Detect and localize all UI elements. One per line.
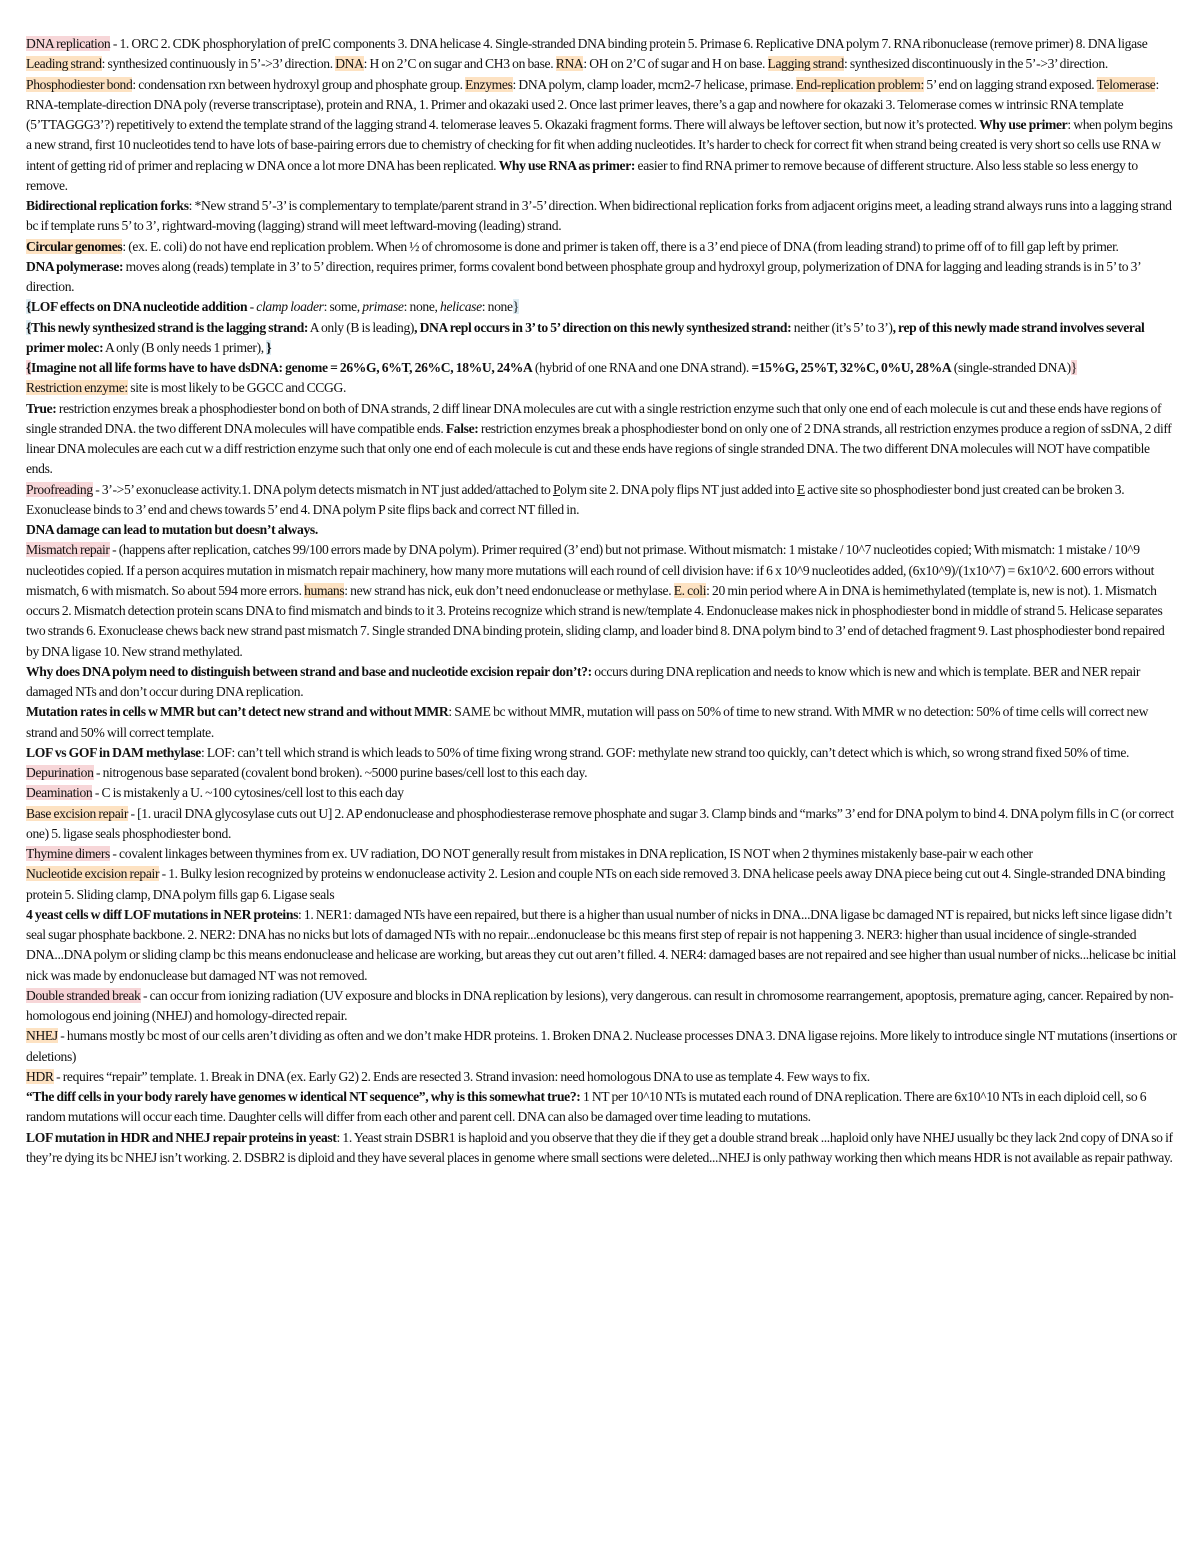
bold-term: 4 yeast cells w diff LOF mutations in NER proteins <box>26 906 299 922</box>
highlighted-term: Phosphodiester bond <box>26 76 133 92</box>
text-run: restriction enzymes break a phosphodiester bond on only one of 2 DNA strands, all restriction enzymes produce a region of ssDNA, 2 diff linear DNA molecules are each cut w a diff restriction enzyme such that only one end of each molecule is cut and these ends have regions of single stranded DNA. The two different DNA molecules will NOT have compatible ends. <box>26 420 1172 477</box>
note-paragraph <box>26 783 1178 803</box>
note-paragraph <box>26 480 1178 521</box>
text-run: (single-stranded DNA) <box>951 360 1071 375</box>
note-paragraph <box>26 844 1178 864</box>
note-paragraph <box>26 1087 1178 1128</box>
highlighted-term: Circular genomes <box>26 238 123 254</box>
highlighted-term: Lagging strand <box>767 56 844 72</box>
note-paragraph <box>26 905 1178 986</box>
text-run: A only (B is leading) <box>308 319 415 335</box>
text-run: site is most likely to be GGCC and CCGG. <box>127 380 347 396</box>
text-run: : *New strand 5’-3’ is complementary to template/parent strand in 3’-5’ direction. When bidirectional replication forks from adjacent origins meet, a leading strand always runs into a lagging strand bc if template runs 5’ to 3’, rightward-moving (lagging) strand will meet leftward-moving (leading) strand. <box>26 198 1172 234</box>
highlighted-term: Proofreading <box>26 481 93 497</box>
bold-term: , rep of this newly made strand involves several primer molec: <box>26 319 1145 355</box>
highlighted-term: } <box>266 339 272 355</box>
text-run: - <box>247 299 257 315</box>
bold-term: Bidirectional replication forks <box>26 198 189 213</box>
bold-term: Imagine not all life forms have to have dsDNA: genome = 26%G, 6%T, 26%C, 18%U, 24%A <box>31 360 533 375</box>
bold-term: False: <box>445 420 479 436</box>
bold-term: Why does DNA polym need to distinguish between strand and base and nucleotide excision repair don’t?: <box>26 663 592 679</box>
text-run: active site so phosphodiester bond just created can be broken 3. Exonuclease binds to 3’ end and chews towards 5’ end 4. DNA polym P site flips back and correct NT filled in. <box>26 481 1125 517</box>
italic-term: clamp loader <box>256 299 324 315</box>
bold-term: Mutation rates in cells w MMR but can’t detect new strand and without MMR <box>26 704 449 720</box>
note-paragraph <box>26 1026 1178 1067</box>
highlighted-term: Enzymes <box>465 76 513 92</box>
note-paragraph <box>26 864 1178 905</box>
highlighted-term: { <box>26 360 32 375</box>
highlighted-term: Mismatch repair <box>26 542 110 558</box>
bold-term: LOF vs GOF in DAM methylase <box>26 744 201 760</box>
bold-term: LOF mutation in HDR and NHEJ repair proteins in yeast <box>26 1129 337 1145</box>
text-run: : LOF: can’t tell which strand is which leads to 50% of time fixing wrong strand. GOF: methylate new strand too quickly, can’t detect which is which, so wrong strand fixed 50% of time. <box>200 744 1130 760</box>
bold-term: DNA damage can lead to mutation but doesn’t always. <box>26 522 318 537</box>
note-paragraph <box>26 257 1178 298</box>
text-run: - can occur from ionizing radiation (UV exposure and blocks in DNA replication by lesions), very dangerous. can result in chromosome rearrangement, apoptosis, premature aging, cancer. Repaired by non-homologous end joining (NHEJ) and homology-directed repair. <box>26 987 1174 1023</box>
highlighted-term: Telomerase <box>1096 76 1156 92</box>
text-run: : 20 min period where A in DNA is hemimethylated (template is, new is not). 1. Mismatch occurs 2. Mismatch detection protein scans DNA to find mismatch and binds to it 3. Proteins recognize which strand is new/template 4. Endonuclease makes nick in phosphodiester bond in middle of strand 5. Helicase separates two strands 6. Exonuclease chews back new strand past mismatch 7. Single stranded DNA binding protein, sliding clamp, and loader bind 8. DNA polym bind to 3’ end of detached fragment 9. Last phosphodiester bond repaired by DNA ligase 10. New strand methylated. <box>26 582 1165 659</box>
note-paragraph <box>26 702 1178 743</box>
text-run: - covalent linkages between thymines from ex. UV radiation, DO NOT generally result from mistakes in DNA replication, IS NOT when 2 thymines mistakenly base-pair w each other <box>109 846 1033 861</box>
highlighted-term: NHEJ <box>26 1028 58 1044</box>
italic-term: helicase <box>440 299 482 315</box>
text-run: olym site 2. DNA poly flips NT just added into <box>560 481 797 497</box>
text-run: neither (it’s 5’ to 3’) <box>791 319 893 335</box>
note-paragraph <box>26 34 1178 54</box>
note-paragraph <box>26 196 1178 237</box>
text-run: - C is mistakenly a U. ~100 cytosines/cell lost to this each day <box>92 785 404 801</box>
bold-term: =15%G, 25%T, 32%C, 0%U, 28%A <box>751 360 952 375</box>
highlighted-term: { <box>26 319 32 335</box>
text-run: - (happens after replication, catches 99/100 errors made by DNA polym). Primer required (3’ end) but not primase. Without mismatch: 1 mistake / 10^7 nucleotides copied; With mismatch: 1 mistake / 10^9 nucleotides copied. If a person acquires mutation in mismatch repair machinery, how many more mutations will each round of cell division have: if 6 x 10^9 nucleotides added, (6x10^9)/(1x10^7) = 6x10^2. 600 errors without mismatch, 6 with mismatch. So about 594 more errors. <box>26 542 1155 598</box>
text-run: 1 NT per 10^10 NTs is mutated each round of DNA replication. There are 6x10^10 NTs in each diploid cell, so 6 random mutations will occur each time. Daughter cells will differ from each other and parent cell. DNA can also be damaged over time leading to mutations. <box>26 1089 1147 1125</box>
bold-term: “The diff cells in your body rarely have genomes w identical NT sequence”, why is this somewhat true?: <box>26 1089 581 1104</box>
note-paragraph <box>26 743 1178 763</box>
text-run: : none <box>481 299 513 315</box>
highlighted-term: HDR <box>26 1068 54 1084</box>
text-run: occurs during DNA replication and needs to know which is new and which is template. BER and NER repair damaged NTs and don’t occur during DNA replication. <box>26 663 1141 699</box>
highlighted-term: humans <box>304 582 345 598</box>
bold-term: Why use RNA as primer: <box>498 157 636 173</box>
text-run: restriction enzymes break a phosphodiester bond on both of DNA strands, 2 diff linear DNA molecules are cut with a single restriction enzyme such that only one end of each molecule is cut and these ends have regions of single stranded DNA. the two different DNA molecules will have compatible ends. <box>26 400 1162 436</box>
underlined-letter: E <box>796 481 805 497</box>
note-paragraph <box>26 399 1178 480</box>
highlighted-term: Double stranded break <box>26 987 141 1003</box>
text-run: - nitrogenous base separated (covalent bond broken). ~5000 purine bases/cell lost to this each day. <box>93 765 588 780</box>
note-paragraph <box>26 986 1178 1027</box>
text-run: : synthesized continuously in 5’->3’ direction. <box>101 56 336 72</box>
text-run: : H on 2’C on sugar and CH3 on base. <box>363 56 556 72</box>
text-run: easier to find RNA primer to remove because of different structure. Also less stable so less energy to remove. <box>26 157 1138 193</box>
text-run: : RNA-template-direction DNA poly (reverse transcriptase), protein and RNA, 1. Primer and okazaki used 2. Once last primer leaves, there’s a gap and nowhere for okazaki 3. Telomerase comes w intrinsic RNA template (5’TTAGGG3’?) repetitively to extend the template strand of the lagging strand 4. telomerase leaves 5. Okazaki fragment forms. There will always be leftover section, but now it’s protected. <box>26 76 1159 132</box>
note-paragraph <box>26 237 1178 257</box>
highlighted-term: Base excision repair <box>26 805 129 821</box>
highlighted-term: } <box>1070 360 1077 375</box>
highlighted-term: Nucleotide excision repair <box>26 866 160 882</box>
bold-term: DNA polymerase: <box>26 258 124 274</box>
text-run: 5’ end on lagging strand exposed. <box>923 76 1097 92</box>
highlighted-term: DNA <box>335 56 364 72</box>
note-paragraph <box>26 1067 1178 1087</box>
text-run: - 1. Bulky lesion recognized by proteins w endonuclease activity 2. Lesion and couple NTs on each side removed 3. DNA helicase peels away DNA piece being cut out 4. Single-stranded DNA binding protein 5. Sliding clamp, DNA polym fills gap 6. Ligase seals <box>26 866 1166 902</box>
text-run: : new strand has nick, euk don’t need endonuclease or methylase. <box>344 582 674 598</box>
bold-term: Why use primer <box>979 117 1068 132</box>
text-run: : OH on 2’C of sugar and H on base. <box>583 56 768 72</box>
text-run: : SAME bc without MMR, mutation will pass on 50% of time to new strand. With MMR w no detection: 50% of time cells will correct new strand and 50% will correct template. <box>26 704 1149 740</box>
text-run: (hybrid of one RNA and one DNA strand). <box>532 360 752 375</box>
bold-term: LOF effects on DNA nucleotide addition <box>31 299 248 315</box>
text-run: : when polym begins a new strand, first 10 nucleotides tend to have lots of base-pairing errors due to chemistry of checking for fit when adding nucleotides. It’s harder to check for correct fit when strand being created is very short so cells use RNA w intent of getting rid of primer and replacing w DNA once a lot more DNA has been replicated. <box>26 117 1173 173</box>
highlighted-term: RNA <box>555 56 584 72</box>
note-paragraph <box>26 804 1178 845</box>
bold-term: True: <box>26 400 57 416</box>
highlighted-term: End-replication problem: <box>795 76 924 92</box>
note-paragraph <box>26 1128 1178 1169</box>
text-run: : some, <box>323 299 363 315</box>
text-run: : synthesized discontinuously in the 5’->3’ direction. <box>843 56 1108 72</box>
text-run: : 1. NER1: damaged NTs have een repaired, but there is a higher than usual number of nicks in DNA...DNA ligase bc damaged NT is repaired, but nicks left since ligase didn’t seal sugar phosphate backbone. 2. NER2: DNA has no nicks but lots of damaged NTs with no repair...endonuclease bc this means first step of repair is not happening 3. NER3: higher than usual incidence of single-stranded DNA...DNA polym or sliding clamp bc this means endonuclease and helicase are working, but areas they cut out aren’t filled. 4. NER4: damaged bases are not repaired and see higher than usual number of nicks...helicase bc initial nick was made by endonuclease but damaged NT was not removed. <box>26 906 1177 983</box>
highlighted-term: Depurination <box>26 765 94 780</box>
text-run: moves along (reads) template in 3’ to 5’ direction, requires primer, forms covalent bond between phosphate group and hydroxyl group, polymerization of DNA for lagging and leading strands is in 5’ to 3’ direction. <box>26 258 1141 294</box>
highlighted-term: E. coli <box>673 582 707 598</box>
highlighted-term: } <box>512 299 519 315</box>
text-run: : condensation rxn between hydroxyl group and phosphate group. <box>132 76 466 92</box>
note-paragraph <box>26 54 1178 196</box>
note-paragraph <box>26 763 1178 783</box>
text-run: A only (B only needs 1 primer), <box>103 339 267 355</box>
text-run: : DNA polym, clamp loader, mcm2-7 helicase, primase. <box>512 76 796 92</box>
text-run: - 3’->5’ exonuclease activity.1. DNA polym detects mismatch in NT just added/attached to <box>92 481 553 497</box>
text-run: - 1. ORC 2. CDK phosphorylation of preIC components 3. DNA helicase 4. Single-stranded DNA binding protein 5. Primase 6. Replicative DNA polym 7. RNA ribonuclease (remove primer) 8. DNA ligase <box>110 36 1148 51</box>
note-paragraph <box>26 318 1178 359</box>
note-paragraph <box>26 662 1178 703</box>
text-run: : 1. Yeast strain DSBR1 is haploid and you observe that they die if they get a double strand break ...haploid only have NHEJ usually bc they lack 2nd copy of DNA so if they’re dying its bc NHEJ isn’t working. 2. DSBR2 is diploid and they have several places in genome where small sections were deleted...NHEJ is only pathway working then which means HDR is not available as repair pathway. <box>26 1129 1173 1165</box>
italic-term: primase <box>362 299 404 315</box>
highlighted-term: Leading strand <box>26 56 102 72</box>
note-paragraph <box>26 297 1178 317</box>
text-run: - humans mostly bc most of our cells aren’t dividing as often and we don’t make HDR proteins. 1. Broken DNA 2. Nuclease processes DNA 3. DNA ligase rejoins. More likely to introduce single NT mutations (insertions or deletions) <box>26 1028 1177 1064</box>
note-paragraph <box>26 540 1178 662</box>
note-paragraph <box>26 358 1178 378</box>
text-run: - requires “repair” template. 1. Break in DNA (ex. Early G2) 2. Ends are resected 3. Strand invasion: need homologous DNA to use as template 4. Few ways to fix. <box>53 1068 870 1084</box>
bold-term: , DNA repl occurs in 3’ to 5’ direction on this newly synthesized strand: <box>414 319 792 335</box>
note-paragraph <box>26 520 1178 540</box>
text-run: - [1. uracil DNA glycosylase cuts out U] 2. AP endonuclease and phosphodiesterase remove phosphate and sugar 3. Clamp binds and “marks” 3’ end for DNA polym to bind 4. DNA polym fills in C (or correct one) 5. ligase seals phosphodiester bond. <box>26 805 1174 841</box>
highlighted-term: Deamination <box>26 785 93 801</box>
note-paragraph <box>26 378 1178 398</box>
text-run: : (ex. E. coli) do not have end replication problem. When ½ of chromosome is done and primer is taken off, there is a 3’ end piece of DNA (from leading strand) to prime off of to fill gap left by primer. <box>122 238 1119 254</box>
highlighted-term: Restriction enzyme: <box>26 380 128 396</box>
highlighted-term: { <box>26 299 32 315</box>
highlighted-term: DNA replication <box>26 36 111 51</box>
bold-term: This newly synthesized strand is the lagging strand: <box>31 319 309 335</box>
underlined-letter: P <box>552 481 561 497</box>
highlighted-term: Thymine dimers <box>26 846 110 861</box>
text-run: : none, <box>403 299 441 315</box>
